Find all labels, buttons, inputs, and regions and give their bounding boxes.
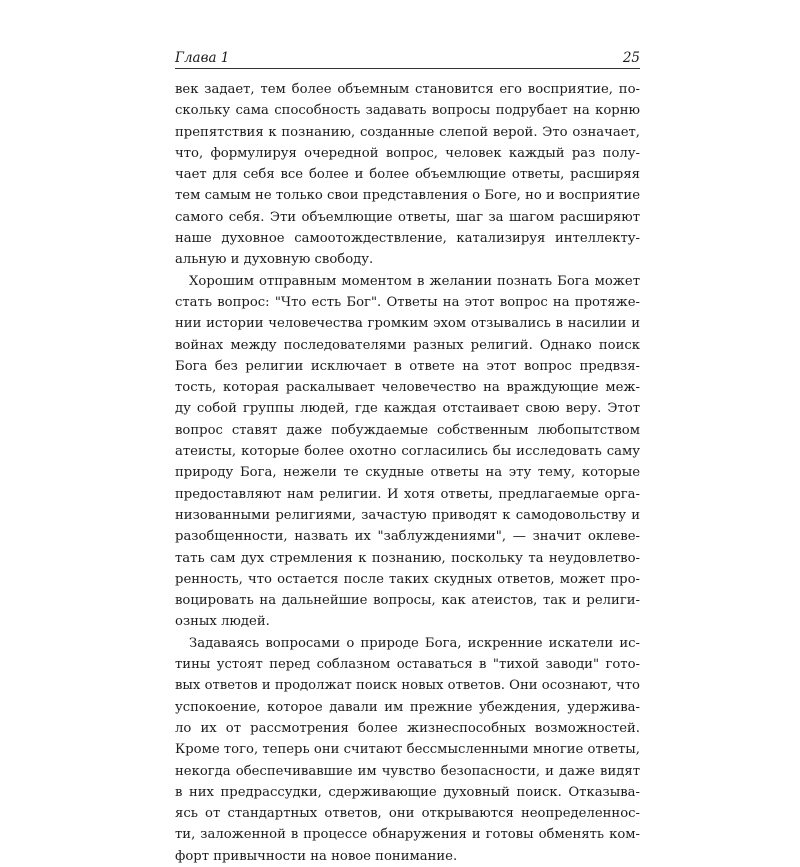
text-line: век задает, тем более объемным становится его восприятие, по- [175,82,640,97]
text-line: нии истории человечества громким эхом отзывались в насилии и [175,316,640,332]
chapter-title: Глава 1 [175,50,230,66]
text-line: успокоение, которое давали им прежние убеждения, удержива- [175,699,640,715]
text-line: низованными религиями, зачастую приводят к самодовольству и [175,507,640,523]
text-line: войнах между последователями разных религий. Однако поиск [175,337,640,353]
text-line: самого себя. Эти объемлющие ответы, шаг за шагом расширяют [175,209,640,225]
text-line: форт привычности на новое понимание. [175,848,458,864]
text-line: ду собой группы людей, где каждая отстаивает свою веру. Этот [175,401,640,417]
text-line: наше духовное самоотождествление, катализируя интеллекту- [175,231,640,247]
text-line: альную и духовную свободу. [175,252,374,268]
text-line: чает для себя все более и более объемлющие ответы, расширяя [175,167,640,183]
text-line: тость, которая раскалывает человечество на враждующие меж- [175,380,640,396]
text-line: Хорошим отправным моментом в желании познать Бога может [189,273,640,289]
text-line: вых ответов и продолжат поиск новых ответов. Они осознают, что [175,678,640,694]
text-line: стать вопрос: "Что есть Бог". Ответы на этот вопрос на протяже- [175,294,640,310]
text-line: Задаваясь вопросами о природе Бога, искренние искатели ис- [189,635,640,651]
text-line: что, формулируя очередной вопрос, человек каждый раз полу- [175,145,640,161]
page-number: 25 [622,50,640,66]
text-line: озных людей. [175,614,270,630]
running-header [175,44,640,69]
body-text [175,79,640,867]
text-line: Кроме того, теперь они считают бессмысленными многие ответы, [175,742,640,758]
text-line: препятствия к познанию, созданные слепой верой. Это означает, [175,124,640,140]
text-line: в них предрассудки, сдерживающие духовный поиск. Отказыва- [175,784,640,800]
text-line: природу Бога, нежели те скудные ответы на эту тему, которые [175,465,640,481]
text-line: тем самым не только свои представления о Боге, но и восприятие [175,188,640,204]
book-page [175,44,640,867]
text-line: тать сам дух стремления к познанию, поскольку та неудовлетво- [175,550,640,566]
text-line: некогда обеспечивавшие им чувство безопасности, и даже видят [175,763,640,779]
text-line: скольку сама способность задавать вопросы подрубает на корню [175,103,640,119]
text-line: ренность, что остается после таких скудных ответов, может про- [175,571,640,587]
text-line: предоставляют нам религии. И хотя ответы, предлагаемые орга- [175,486,640,502]
text-line: тины устоят перед соблазном оставаться в "тихой заводи" гото- [175,657,640,673]
text-line: воцировать на дальнейшие вопросы, как атеистов, так и религи- [175,593,640,609]
text-line: вопрос ставят даже побуждаемые собственным любопытством [175,422,640,438]
text-line: разобщенности, назвать их "заблуждениями", — значит оклеве- [175,529,640,545]
text-line: ло их от рассмотрения более жизнеспособных возможностей. [175,720,640,736]
text-line: ясь от стандартных ответов, они открываются неопределеннос- [175,806,640,822]
text-line: атеисты, которые более охотно согласились бы исследовать саму [175,444,640,460]
text-line: ти, заложенной в процессе обнаружения и готовы обменять ком- [175,827,640,843]
text-line: Бога без религии исключает в ответе на этот вопрос предвзя- [175,358,640,374]
